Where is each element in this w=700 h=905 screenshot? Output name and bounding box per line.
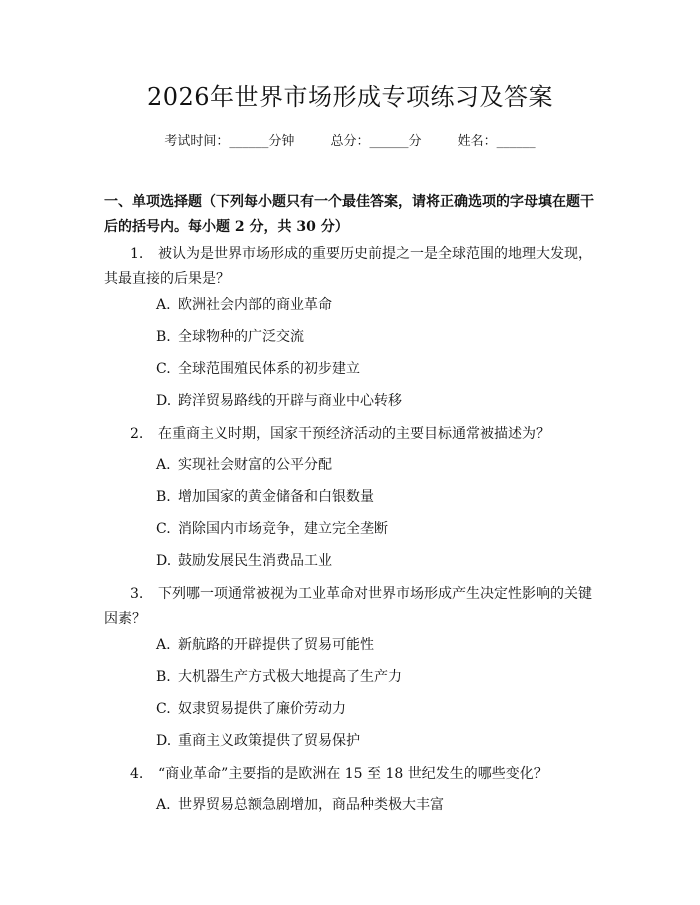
question-number: 3.: [130, 586, 144, 602]
option-letter: C.: [156, 701, 171, 717]
question-text: 被认为是世界市场形成的重要历史前提之一是全球范围的地理大发现，其最直接的后果是？: [104, 246, 592, 287]
total-score-field: 总分：______分: [330, 134, 422, 149]
option-letter: B.: [156, 329, 171, 345]
option-text: 奴隶贸易提供了廉价劳动力: [178, 701, 346, 717]
question-text: 在重商主义时期，国家干预经济活动的主要目标通常被描述为？: [158, 426, 550, 442]
option-2d: [156, 550, 606, 572]
option-text: 全球范围殖民体系的初步建立: [178, 361, 360, 377]
option-text: 大机器生产方式极大地提高了生产力: [178, 669, 402, 685]
question-text: “商业革命”主要指的是欧洲在 15 至 18 世纪发生的哪些变化？: [158, 766, 548, 782]
option-3c: [156, 698, 606, 720]
question-number: 2.: [130, 426, 144, 442]
page-title: 2026年世界市场形成专项练习及答案: [146, 83, 554, 111]
option-text: 世界贸易总额急剧增加，商品种类极大丰富: [178, 797, 444, 813]
option-text: 鼓励发展民生消费品工业: [178, 553, 332, 569]
option-text: 消除国内市场竞争，建立完全垄断: [178, 521, 388, 537]
question-1: [104, 242, 604, 292]
option-letter: C.: [156, 361, 171, 377]
option-letter: A.: [156, 637, 171, 653]
question-text: 下列哪一项通常被视为工业革命对世界市场形成产生决定性影响的关键因素？: [104, 586, 592, 627]
question-number: 1.: [130, 246, 144, 262]
option-text: 实现社会财富的公平分配: [178, 457, 332, 473]
option-1a: [156, 294, 606, 316]
option-1b: [156, 326, 606, 348]
option-letter: C.: [156, 521, 171, 537]
option-letter: A.: [156, 797, 171, 813]
option-letter: D.: [156, 393, 172, 409]
option-text: 重商主义政策提供了贸易保护: [178, 733, 360, 749]
option-1c: [156, 358, 606, 380]
exam-time-field: 考试时间：______分钟: [164, 134, 295, 149]
option-3d: [156, 730, 606, 752]
option-text: 欧洲社会内部的商业革命: [178, 297, 332, 313]
option-letter: D.: [156, 553, 172, 569]
option-letter: A.: [156, 297, 171, 313]
name-field: 姓名：______: [457, 134, 536, 149]
option-2c: [156, 518, 606, 540]
option-2b: [156, 486, 606, 508]
option-4a: [156, 794, 606, 816]
option-letter: B.: [156, 669, 171, 685]
question-4: [104, 762, 604, 787]
question-number: 4.: [130, 766, 144, 782]
option-2a: [156, 454, 606, 476]
question-2: [104, 422, 604, 447]
option-text: 跨洋贸易路线的开辟与商业中心转移: [178, 393, 402, 409]
option-letter: D.: [156, 733, 172, 749]
option-text: 增加国家的黄金储备和白银数量: [178, 489, 374, 505]
option-letter: A.: [156, 457, 171, 473]
question-3: [104, 582, 604, 632]
exam-meta: [0, 132, 700, 152]
option-text: 全球物种的广泛交流: [178, 329, 304, 345]
section-heading: 一、单项选择题（下列每小题只有一个最佳答案，请将正确选项的字母填在题干后的括号内。每小题 2 分，共 30 分）: [104, 194, 594, 235]
option-text: 新航路的开辟提供了贸易可能性: [178, 637, 374, 653]
option-3b: [156, 666, 606, 688]
option-1d: [156, 390, 606, 412]
option-letter: B.: [156, 489, 171, 505]
option-3a: [156, 634, 606, 656]
